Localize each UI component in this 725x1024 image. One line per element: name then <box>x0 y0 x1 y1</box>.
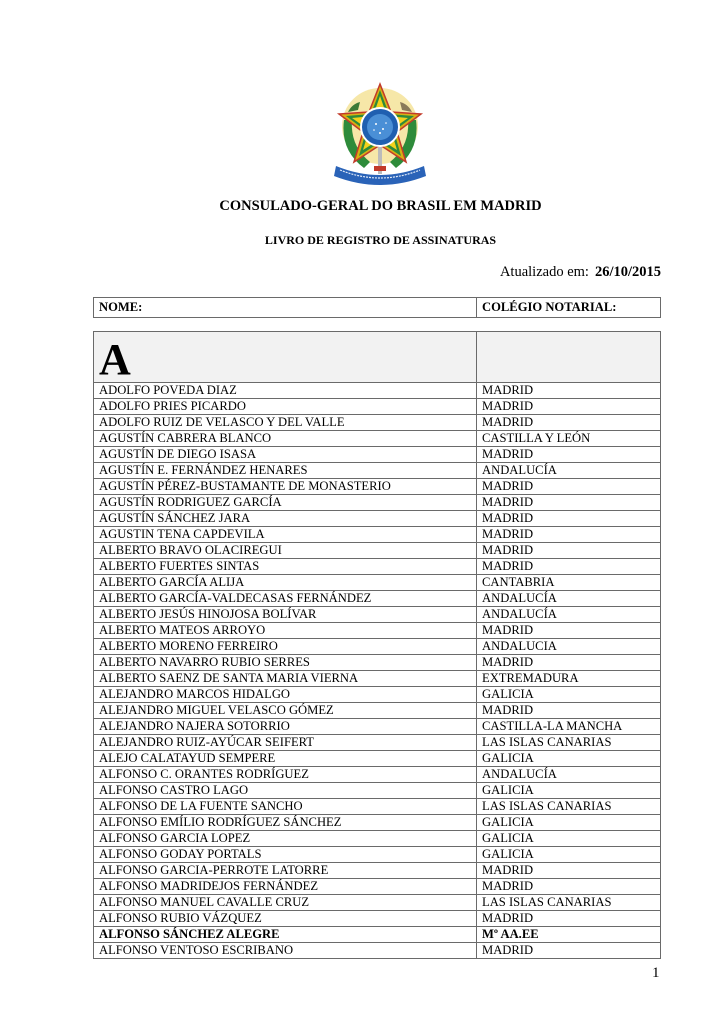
notary-name-cell: ALBERTO JESÚS HINOJOSA BOLÍVAR <box>94 607 477 623</box>
updated-label: Atualizado em: <box>499 264 589 280</box>
notarial-college-cell: LAS ISLAS CANARIAS <box>477 799 661 815</box>
notary-name-cell: ALFONSO CASTRO LAGO <box>94 783 477 799</box>
table-row <box>94 879 661 895</box>
table-row <box>94 415 661 431</box>
notarial-college-cell: ANDALUCIA <box>477 639 661 655</box>
notarial-college-cell: MADRID <box>477 543 661 559</box>
notary-name-cell: ALBERTO BRAVO OLACIREGUI <box>94 543 477 559</box>
table-row <box>94 719 661 735</box>
column-header-table <box>93 297 661 318</box>
table-row <box>94 543 661 559</box>
table-row <box>94 607 661 623</box>
section-letter-cell <box>94 332 477 383</box>
table-row <box>94 815 661 831</box>
notary-name-cell: AGUSTÍN CABRERA BLANCO <box>94 431 477 447</box>
table-row <box>94 639 661 655</box>
notary-name-cell: ALFONSO C. ORANTES RODRÍGUEZ <box>94 767 477 783</box>
notary-name-cell: AGUSTIN TENA CAPDEVILA <box>94 527 477 543</box>
notarial-college-cell: EXTREMADURA <box>477 671 661 687</box>
notarial-college-cell: MADRID <box>477 399 661 415</box>
section-letter-row <box>94 332 661 383</box>
table-row <box>94 623 661 639</box>
notarial-college-cell: GALICIA <box>477 751 661 767</box>
notarial-college-cell: MADRID <box>477 703 661 719</box>
table-row <box>94 847 661 863</box>
notarial-college-cell: MADRID <box>477 447 661 463</box>
table-row <box>94 703 661 719</box>
notarial-college-cell: GALICIA <box>477 831 661 847</box>
notary-name-cell: ALFONSO SÁNCHEZ ALEGRE <box>94 927 477 943</box>
table-row <box>94 927 661 943</box>
notarial-college-cell: GALICIA <box>477 847 661 863</box>
notarial-college-cell: MADRID <box>477 623 661 639</box>
column-header-college: COLÉGIO NOTARIAL: <box>477 298 661 318</box>
notarial-college-cell: MADRID <box>477 527 661 543</box>
signature-registry-table <box>93 331 661 959</box>
notarial-college-cell: CANTABRIA <box>477 575 661 591</box>
registry-table-body <box>94 332 661 959</box>
table-row <box>94 575 661 591</box>
notarial-college-cell: ANDALUCÍA <box>477 591 661 607</box>
notary-name-cell: ALBERTO NAVARRO RUBIO SERRES <box>94 655 477 671</box>
notary-name-cell: ALEJANDRO MARCOS HIDALGO <box>94 687 477 703</box>
notary-name-cell: ALFONSO GARCIA LOPEZ <box>94 831 477 847</box>
notary-name-cell: AGUSTÍN PÉREZ-BUSTAMANTE DE MONASTERIO <box>94 479 477 495</box>
notarial-college-cell: MADRID <box>477 415 661 431</box>
notarial-college-cell: MADRID <box>477 863 661 879</box>
notarial-college-cell: MADRID <box>477 479 661 495</box>
table-row <box>94 735 661 751</box>
document-subtitle: LIVRO DE REGISTRO DE ASSINATURAS <box>264 233 497 247</box>
notary-name-cell: AGUSTÍN RODRIGUEZ GARCÍA <box>94 495 477 511</box>
notarial-college-cell: MADRID <box>477 511 661 527</box>
notary-name-cell: ALBERTO GARCÍA-VALDECASAS FERNÁNDEZ <box>94 591 477 607</box>
notarial-college-cell: LAS ISLAS CANARIAS <box>477 735 661 751</box>
table-row <box>94 911 661 927</box>
section-letter-empty-cell <box>477 332 661 383</box>
notarial-college-cell: ANDALUCÍA <box>477 767 661 783</box>
notary-name-cell: ALEJO CALATAYUD SEMPERE <box>94 751 477 767</box>
notarial-college-cell: ANDALUCÍA <box>477 463 661 479</box>
table-row <box>94 559 661 575</box>
table-row <box>94 383 661 399</box>
table-row <box>94 863 661 879</box>
table-row <box>94 527 661 543</box>
notary-name-cell: ALEJANDRO MIGUEL VELASCO GÓMEZ <box>94 703 477 719</box>
notarial-college-cell: MADRID <box>477 911 661 927</box>
notarial-college-cell: CASTILLA Y LEÓN <box>477 431 661 447</box>
notary-name-cell: ALFONSO VENTOSO ESCRIBANO <box>94 943 477 959</box>
table-row <box>94 687 661 703</box>
notarial-college-cell: ANDALUCÍA <box>477 607 661 623</box>
notary-name-cell: AGUSTÍN SÁNCHEZ JARA <box>94 511 477 527</box>
page-number: 1 <box>652 965 660 981</box>
table-row <box>94 463 661 479</box>
notary-name-cell: ALEJANDRO RUIZ-AYÚCAR SEIFERT <box>94 735 477 751</box>
notarial-college-cell: Mº AA.EE <box>477 927 661 943</box>
notary-name-cell: ADOLFO PRIES PICARDO <box>94 399 477 415</box>
notarial-college-cell: MADRID <box>477 943 661 959</box>
notary-name-cell: AGUSTÍN E. FERNÁNDEZ HENARES <box>94 463 477 479</box>
table-row <box>94 767 661 783</box>
table-row <box>94 895 661 911</box>
notary-name-cell: ADOLFO RUIZ DE VELASCO Y DEL VALLE <box>94 415 477 431</box>
table-row <box>94 495 661 511</box>
table-row <box>94 479 661 495</box>
column-header-name: NOME: <box>94 298 477 318</box>
notarial-college-cell: MADRID <box>477 879 661 895</box>
updated-date: 26/10/2015 <box>594 264 661 280</box>
table-row <box>94 431 661 447</box>
updated-info <box>500 264 661 281</box>
notarial-college-cell: MADRID <box>477 559 661 575</box>
table-row <box>94 831 661 847</box>
notary-name-cell: ALBERTO MATEOS ARROYO <box>94 623 477 639</box>
notary-name-cell: ALFONSO GODAY PORTALS <box>94 847 477 863</box>
notarial-college-cell: GALICIA <box>477 687 661 703</box>
notary-name-cell: AGUSTÍN DE DIEGO ISASA <box>94 447 477 463</box>
table-row <box>94 751 661 767</box>
notarial-college-cell: GALICIA <box>477 783 661 799</box>
table-row <box>94 591 661 607</box>
section-letter: A <box>99 335 131 384</box>
table-row <box>94 655 661 671</box>
notary-name-cell: ALFONSO GARCIA-PERROTE LATORRE <box>94 863 477 879</box>
table-row <box>94 943 661 959</box>
notary-name-cell: ALFONSO EMÍLIO RODRÍGUEZ SÁNCHEZ <box>94 815 477 831</box>
table-row <box>94 799 661 815</box>
brazil-coat-of-arms-icon <box>330 80 430 188</box>
notarial-college-cell: CASTILLA-LA MANCHA <box>477 719 661 735</box>
notarial-college-cell: MADRID <box>477 495 661 511</box>
notary-name-cell: ALFONSO MANUEL CAVALLE CRUZ <box>94 895 477 911</box>
notary-name-cell: ALBERTO SAENZ DE SANTA MARIA VIERNA <box>94 671 477 687</box>
column-header-row <box>94 298 661 318</box>
notary-name-cell: ALFONSO RUBIO VÁZQUEZ <box>94 911 477 927</box>
notarial-college-cell: MADRID <box>477 655 661 671</box>
notary-name-cell: ADOLFO POVEDA DIAZ <box>94 383 477 399</box>
notary-name-cell: ALFONSO DE LA FUENTE SANCHO <box>94 799 477 815</box>
notarial-college-cell: GALICIA <box>477 815 661 831</box>
notary-name-cell: ALBERTO MORENO FERREIRO <box>94 639 477 655</box>
notary-name-cell: ALEJANDRO NAJERA SOTORRIO <box>94 719 477 735</box>
notarial-college-cell: MADRID <box>477 383 661 399</box>
table-row <box>94 399 661 415</box>
table-row <box>94 447 661 463</box>
notary-name-cell: ALBERTO GARCÍA ALIJA <box>94 575 477 591</box>
table-row <box>94 783 661 799</box>
document-title: CONSULADO-GERAL DO BRASIL EM MADRID <box>219 198 542 214</box>
table-row <box>94 671 661 687</box>
notary-name-cell: ALFONSO MADRIDEJOS FERNÁNDEZ <box>94 879 477 895</box>
notary-name-cell: ALBERTO FUERTES SINTAS <box>94 559 477 575</box>
notarial-college-cell: LAS ISLAS CANARIAS <box>477 895 661 911</box>
table-row <box>94 511 661 527</box>
